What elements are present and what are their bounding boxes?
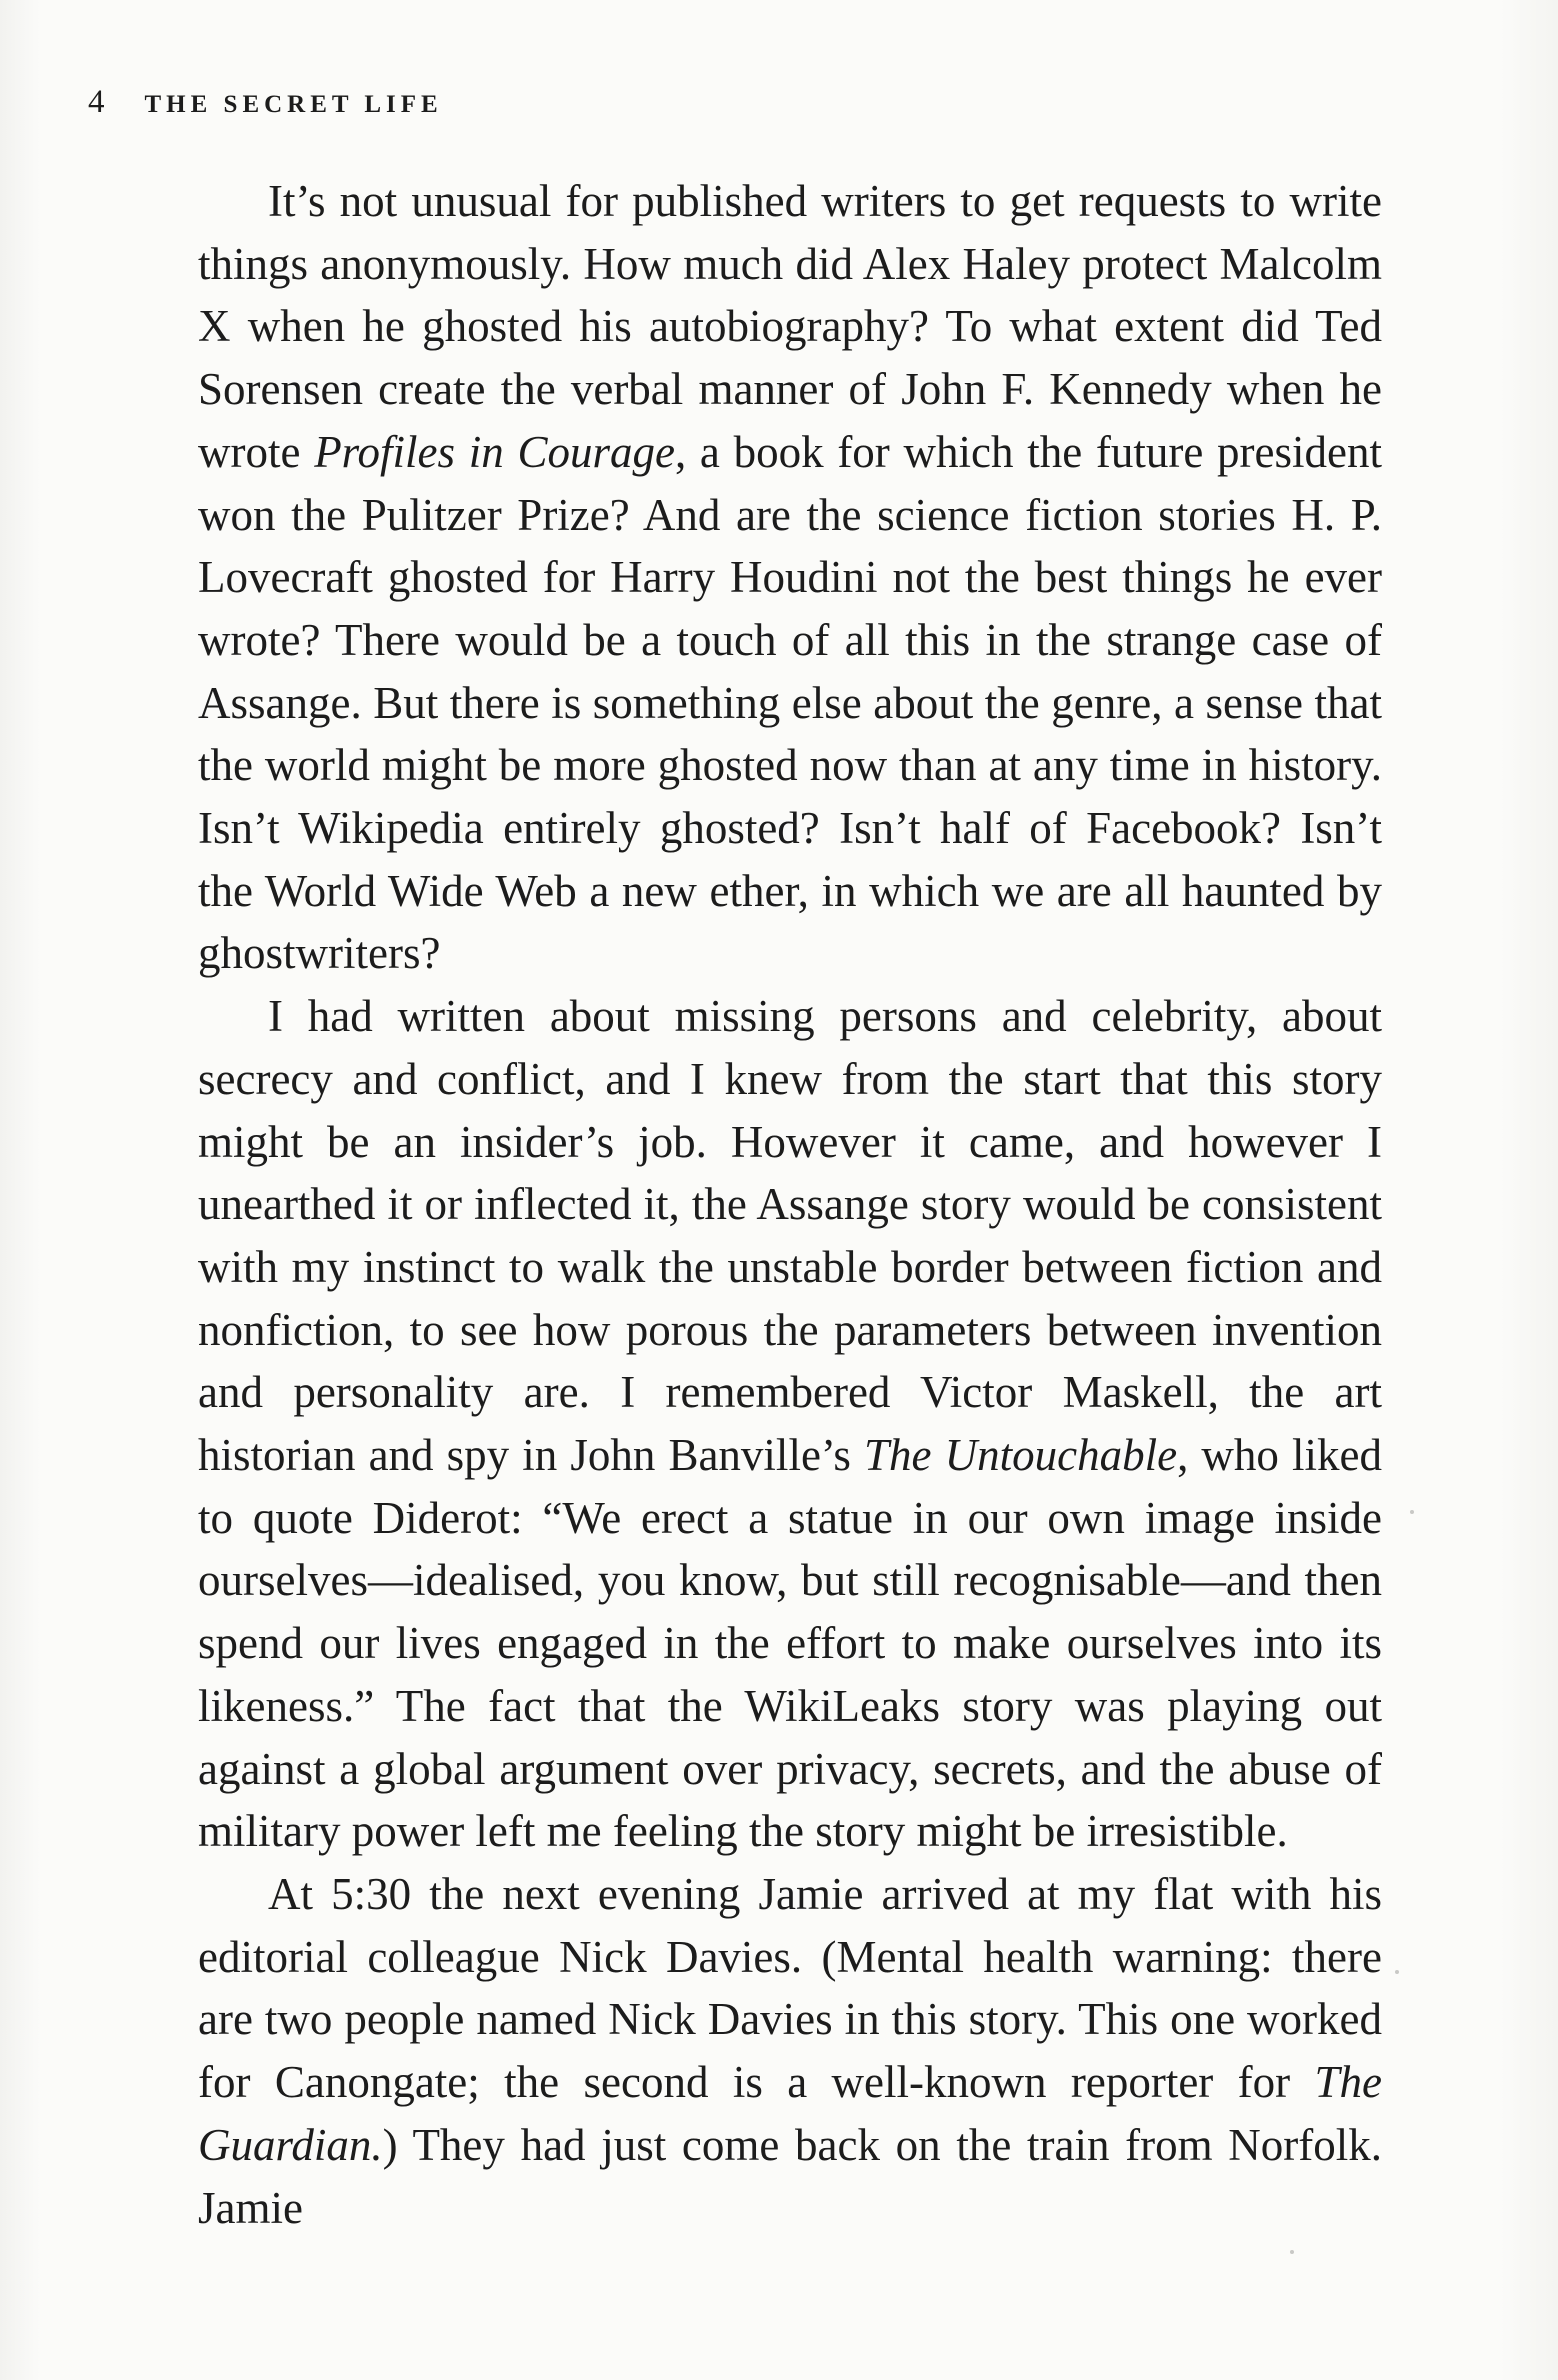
running-head <box>88 82 443 122</box>
scan-speck <box>1290 2250 1294 2254</box>
paragraph-text: I had written about missing persons and celebrity, about secrecy and conflict, and I knew from the start that this story might be an insider’s job. However it came, and however I unearthed it or inflected it, the Assange story would be consistent with my instinct to walk the unstable border between fiction and nonfiction, to see how porous the parameters between invention and personality are. I remembered Victor Maskell, the art historian and spy in John Banville’s <box>198 991 1382 1481</box>
paragraph-text: ) They had just come back on the train from Norfolk. Jamie <box>198 2119 1382 2233</box>
book-title-italic: The Untouchable <box>864 1430 1178 1481</box>
newspaper-title-italic: The Guardian. <box>198 2057 1382 2170</box>
running-title: THE SECRET LIFE <box>144 91 443 118</box>
paragraph-insiders-job <box>198 985 1382 1863</box>
book-title-italic: Profiles in Courage <box>314 426 675 477</box>
paragraph-text: It’s not unusual for published writers to get requests to write things anonymously. How much did Alex Haley protect Malcolm X when he ghosted his autobiography? To what extent did Ted Sorensen create the verbal manner of John F. Kennedy when he wrote <box>198 176 1382 477</box>
scan-speck <box>1410 1510 1414 1514</box>
paragraph-text: At 5:30 the next evening Jamie arrived at my flat with his editorial colleague Nick Davies. (Mental health warning: there are two people named Nick Davies in this story. This one worked for Canongate; the second is a well-known reporter for <box>198 1868 1382 2108</box>
paragraph-text: , a book for which the future president won the Pulitzer Prize? And are the science fiction stories H. P. Lovecraft ghosted for Harry Houdini not the best things he ever wrote? There would be a touch of all this in the strange case of Assange. But there is something else about the genre, a sense that the world might be more ghosted now than at any time in history. Isn’t Wikipedia entirely ghosted? Isn’t half of Facebook? Isn’t the World Wide Web a new ether, in which we are all haunted by ghostwriters? <box>198 426 1383 979</box>
paragraph-jamie-arrives <box>198 1863 1382 2239</box>
scan-speck <box>1395 1970 1399 1974</box>
page-number: 4 <box>88 84 105 120</box>
paragraph-text: , who liked to quote Diderot: “We erect a statue in our own image inside ourselves—idealised, you know, but still recognisable—and then spend our lives engaged in the effort to make ourselves into its likeness.” The fact that the WikiLeaks story was playing out against a global argument over privacy, secrets, and the abuse of military power left me feeling the story might be irresistible. <box>198 1430 1382 1857</box>
paragraph-ghostwriting <box>198 170 1382 985</box>
body-text <box>198 170 1382 2239</box>
